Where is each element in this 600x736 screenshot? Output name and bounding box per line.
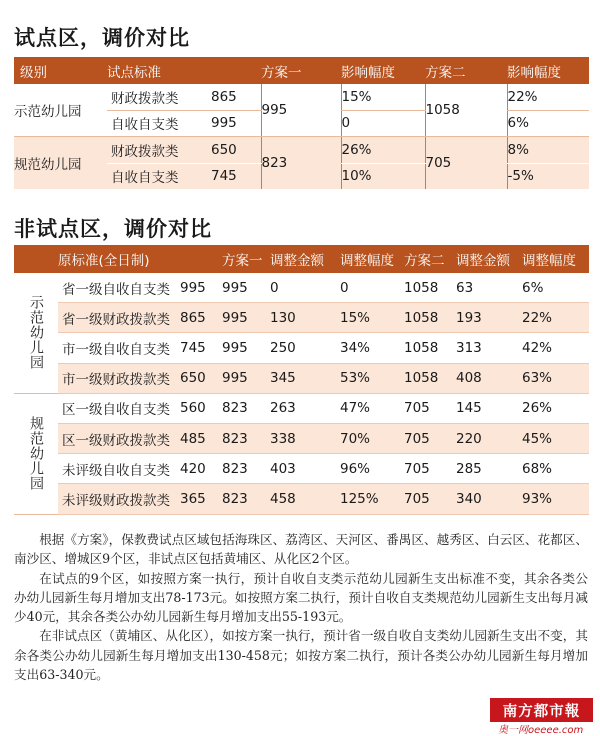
cell-value: 823: [222, 393, 270, 423]
header-cell: 原标准(全日制): [58, 245, 180, 273]
cell-value: 22%: [522, 303, 589, 333]
cell-type: 市一级财政拨款类: [58, 363, 180, 393]
table-row: [14, 333, 589, 363]
group-label: 规范幼儿园: [14, 393, 58, 514]
cell-effect1: 26%: [341, 137, 425, 164]
table-header-row: [14, 57, 589, 84]
table-row: [14, 423, 589, 453]
cell-scheme2: 1058: [425, 84, 507, 137]
cell-value: 263: [270, 393, 340, 423]
cell-type: 自收自支类: [107, 163, 211, 189]
note-paragraph: 根据《方案》，保教费试点区域包括海珠区、荔湾区、天河区、番禺区、越秀区、白云区、花都区、南沙区、增城区9个区，非试点区包括黄埔区、从化区2个区。: [14, 532, 588, 567]
cell-value: 125%: [340, 484, 404, 514]
cell-effect2: 6%: [507, 110, 589, 137]
cell-value: 560: [180, 393, 222, 423]
cell-value: 42%: [522, 333, 589, 363]
cell-effect2: 22%: [507, 84, 589, 110]
table-row: [14, 137, 589, 164]
cell-type: 财政拨款类: [107, 137, 211, 164]
cell-value: 338: [270, 423, 340, 453]
cell-value: 285: [456, 454, 522, 484]
cell-value: 823: [222, 423, 270, 453]
table-row: [14, 454, 589, 484]
cell-value: 420: [180, 454, 222, 484]
cell-value: 1058: [404, 333, 456, 363]
cell-type: 未评级财政拨款类: [58, 484, 180, 514]
header-cell: 调整幅度: [340, 245, 404, 273]
cell-value: 53%: [340, 363, 404, 393]
cell-type: 区一级自收自支类: [58, 393, 180, 423]
cell-value: 865: [180, 303, 222, 333]
cell-type: 省一级自收自支类: [58, 273, 180, 303]
header-cell: 方案二: [425, 57, 507, 84]
cell-type: 财政拨款类: [107, 84, 211, 110]
site-watermark: 奥一网oeeee.com: [498, 725, 584, 736]
header-cell: [180, 245, 222, 273]
cell-value: 6%: [522, 273, 589, 303]
cell-value: 995: [222, 303, 270, 333]
cell-value: 823: [222, 484, 270, 514]
cell-value: 93%: [522, 484, 589, 514]
cell-value: 408: [456, 363, 522, 393]
cell-value: 250: [270, 333, 340, 363]
pilot-title: 试点区，调价对比: [14, 26, 190, 50]
cell-value: 34%: [340, 333, 404, 363]
cell-std: 865: [211, 84, 261, 110]
header-cell: 调整金额: [456, 245, 522, 273]
cell-std: 745: [211, 163, 261, 189]
cell-value: 365: [180, 484, 222, 514]
cell-effect1: 10%: [341, 163, 425, 189]
table-row: [14, 393, 589, 423]
cell-value: 485: [180, 423, 222, 453]
header-cell: [14, 245, 58, 273]
cell-value: 68%: [522, 454, 589, 484]
cell-value: 45%: [522, 423, 589, 453]
cell-value: 705: [404, 454, 456, 484]
cell-value: 15%: [340, 303, 404, 333]
group-label: 示范幼儿园: [14, 84, 107, 137]
table-row: [14, 303, 589, 333]
header-cell: 调整幅度: [522, 245, 589, 273]
header-cell: 影响幅度: [507, 57, 589, 84]
header-cell: 方案一: [222, 245, 270, 273]
nonpilot-comparison-table: [14, 245, 589, 515]
cell-value: 1058: [404, 303, 456, 333]
cell-effect1: 0: [341, 110, 425, 137]
cell-value: 193: [456, 303, 522, 333]
cell-value: 63: [456, 273, 522, 303]
cell-value: 340: [456, 484, 522, 514]
cell-scheme1: 823: [261, 137, 341, 190]
cell-value: 63%: [522, 363, 589, 393]
cell-value: 145: [456, 393, 522, 423]
pilot-comparison-table: [14, 57, 589, 190]
cell-value: 96%: [340, 454, 404, 484]
table-row: [14, 273, 589, 303]
cell-value: 313: [456, 333, 522, 363]
cell-value: 458: [270, 484, 340, 514]
cell-effect2: 8%: [507, 137, 589, 164]
cell-type: 市一级自收自支类: [58, 333, 180, 363]
cell-value: 705: [404, 393, 456, 423]
cell-type: 省一级财政拨款类: [58, 303, 180, 333]
table-header-row: [14, 245, 589, 273]
header-cell: 试点标准: [107, 57, 211, 84]
cell-value: 70%: [340, 423, 404, 453]
cell-effect2: -5%: [507, 163, 589, 189]
cell-std: 995: [211, 110, 261, 137]
cell-value: 745: [180, 333, 222, 363]
header-cell: 方案一: [261, 57, 341, 84]
cell-value: 650: [180, 363, 222, 393]
cell-value: 995: [222, 273, 270, 303]
header-cell: 级别: [14, 57, 107, 84]
cell-value: 995: [222, 333, 270, 363]
cell-value: 823: [222, 454, 270, 484]
cell-value: 345: [270, 363, 340, 393]
note-paragraph: 在非试点区（黄埔区、从化区），如按方案一执行，预计省一级自收自支类幼儿园新生支出不变，其余各类公办幼儿园新生每月增加支出130-458元；如按方案二执行，预计各类公办幼儿园新生每月增加支出63-340元。: [14, 628, 588, 683]
cell-value: 47%: [340, 393, 404, 423]
cell-value: 0: [270, 273, 340, 303]
cell-effect1: 15%: [341, 84, 425, 110]
cell-type: 区一级财政拨款类: [58, 423, 180, 453]
cell-value: 26%: [522, 393, 589, 423]
cell-value: 995: [180, 273, 222, 303]
cell-value: 705: [404, 484, 456, 514]
header-cell: 调整金额: [270, 245, 340, 273]
group-label: 规范幼儿园: [14, 137, 107, 190]
header-cell: 方案二: [404, 245, 456, 273]
cell-scheme2: 705: [425, 137, 507, 190]
group-label: 示范幼儿园: [14, 273, 58, 393]
note-paragraph: 在试点的9个区，如按照方案一执行，预计自收自支类示范幼儿园新生支出标准不变，其余各类公办幼儿园新生每月增加支出78-173元。如按照方案二执行，预计自收自支类规范幼儿园新生支出每月减少40元，其余各类公办幼儿园新生每月增加支出55-193元。: [14, 570, 588, 625]
cell-std: 650: [211, 137, 261, 164]
cell-value: 220: [456, 423, 522, 453]
cell-value: 0: [340, 273, 404, 303]
cell-type: 未评级自收自支类: [58, 454, 180, 484]
cell-type: 自收自支类: [107, 110, 211, 137]
table-row: [14, 84, 589, 110]
cell-value: 403: [270, 454, 340, 484]
notes: [14, 530, 588, 684]
header-cell: 影响幅度: [341, 57, 425, 84]
table-row: [14, 363, 589, 393]
cell-value: 995: [222, 363, 270, 393]
cell-value: 1058: [404, 363, 456, 393]
header-cell: [211, 57, 261, 84]
nonpilot-title: 非试点区，调价对比: [14, 217, 212, 241]
cell-scheme1: 995: [261, 84, 341, 137]
newspaper-logo: 南方都市報: [490, 698, 593, 722]
cell-value: 130: [270, 303, 340, 333]
cell-value: 1058: [404, 273, 456, 303]
table-row: [14, 484, 589, 514]
cell-value: 705: [404, 423, 456, 453]
